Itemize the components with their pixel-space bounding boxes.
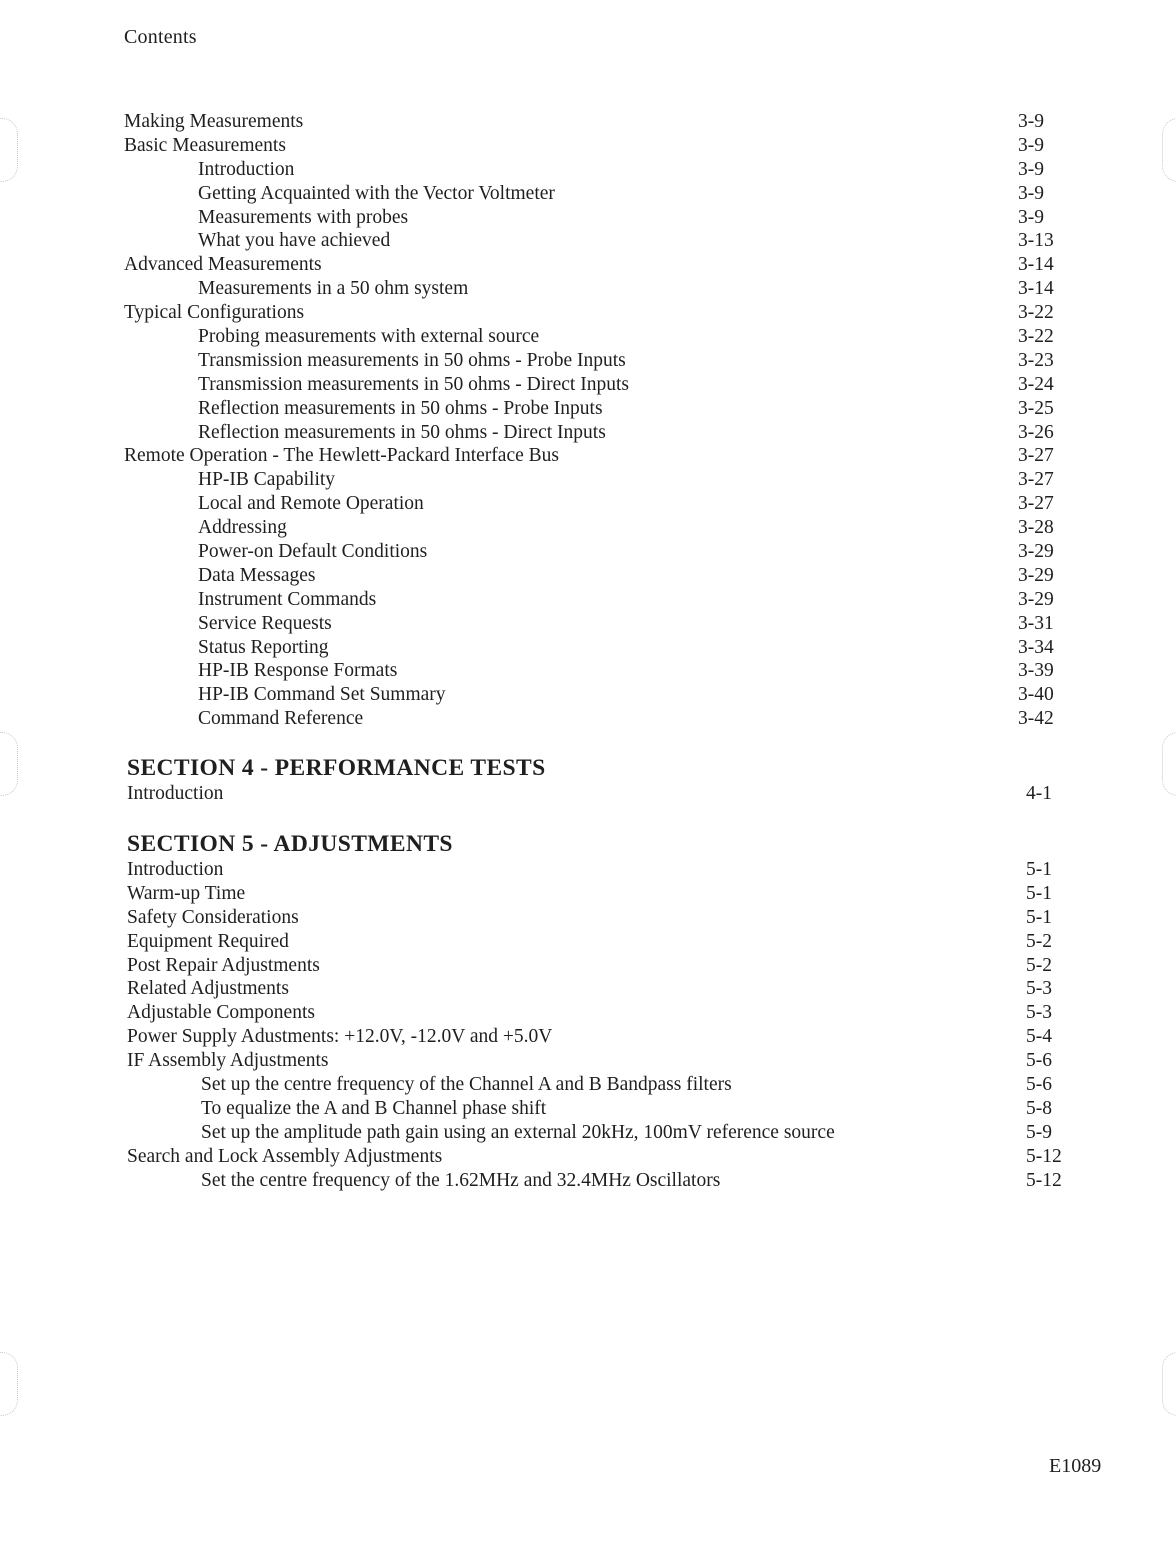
toc-entry-page-number: 5-1 [1026,859,1052,880]
toc-entry [124,683,1068,707]
binder-hole-left-2 [0,732,18,796]
toc-entry [124,421,1068,445]
toc-entry-page-number: 5-6 [1026,1074,1052,1096]
toc-entry-title: Making Measurements [124,111,304,132]
toc-entry [124,158,1068,182]
toc-entry-page-number: 3-9 [1018,206,1044,228]
toc-entry [124,1073,1068,1097]
toc-entry-page-number: 5-12 [1026,1145,1062,1167]
binder-hole-left-3 [0,1352,18,1416]
toc-entry [124,1001,1068,1025]
toc-entry-page-number: 3-9 [1018,158,1044,180]
page-header-title: Contents [124,26,197,48]
toc-entry [124,516,1068,540]
toc-entry-title: Transmission measurements in 50 ohms - Probe Inputs [198,349,626,371]
toc-entry-title: Remote Operation - The Hewlett-Packard Interface Bus [124,445,559,467]
toc-entry [124,1169,1068,1193]
toc-entry [124,954,1068,978]
section-5-heading: SECTION 5 - ADJUSTMENTS [127,831,453,857]
toc-entry-page-number: 3-27 [1018,445,1054,467]
toc-entry-title: HP-IB Command Set Summary [198,684,446,706]
toc-entry-title: Set up the centre frequency of the Channel A and B Bandpass filters [201,1074,732,1096]
toc-entry [124,540,1068,564]
toc-entry [124,277,1068,301]
toc-entry [124,397,1068,421]
toc-entry-page-number: 5-3 [1026,978,1052,1000]
toc-entry-title: Addressing [198,517,287,539]
toc-entry-title: What you have achieved [198,230,391,252]
toc-entry-page-number: 5-1 [1026,882,1052,904]
toc-entry [124,977,1068,1001]
toc-section-3-list [124,110,1068,731]
toc-entry [124,182,1068,206]
toc-entry-page-number: 5-4 [1026,1026,1052,1048]
toc-entry [124,564,1068,588]
toc-entry [124,325,1068,349]
toc-entry [124,882,1068,906]
toc-entry-title: Reflection measurements in 50 ohms - Probe Inputs [198,397,603,419]
toc-entry [124,253,1068,277]
section-4-heading: SECTION 4 - PERFORMANCE TESTS [127,755,546,781]
toc-entry [124,707,1068,731]
toc-entry-page-number: 3-31 [1018,612,1054,634]
toc-entry-title: Safety Considerations [127,906,299,928]
toc-entry [124,612,1068,636]
section-5-list [124,858,1068,1192]
toc-entry-title: HP-IB Capability [198,469,336,491]
toc-entry-page-number: 3-13 [1018,230,1054,252]
toc-entry-page-number: 3-40 [1018,684,1054,706]
toc-entry-page-number: 5-12 [1026,1169,1062,1191]
document-number: E1089 [1049,1455,1102,1477]
toc-entry-title: Search and Lock Assembly Adjustments [127,1145,443,1167]
toc-entry-page-number: 3-26 [1018,421,1054,443]
toc-entry-title: Introduction [198,158,295,180]
toc-entry-page-number: 3-22 [1018,302,1054,324]
toc-entry-page-number: 5-1 [1026,906,1052,928]
section-4-list [124,782,1068,806]
toc-entry-page-number: 3-9 [1018,134,1044,156]
toc-entry [124,906,1068,930]
toc-entry-title: Local and Remote Operation [198,493,424,515]
toc-entry-title: Adjustable Components [127,1002,315,1024]
toc-entry-title: Warm-up Time [127,882,246,904]
toc-entry-page-number: 5-2 [1026,930,1052,952]
toc-entry-title: Measurements with probes [198,206,409,228]
binder-hole-right-1 [1162,118,1176,182]
toc-entry-title: Set the centre frequency of the 1.62MHz and 32.4MHz Oscillators [201,1169,721,1191]
toc-entry-page-number: 5-9 [1026,1121,1052,1143]
toc-entry [124,206,1068,230]
binder-hole-right-2 [1162,732,1176,796]
toc-entry-title: Power-on Default Conditions [198,541,428,563]
toc-entry-title: Advanced Measurements [124,254,322,276]
toc-entry-page-number: 3-29 [1018,564,1054,586]
toc-entry-title: Post Repair Adjustments [127,954,320,976]
toc-entry [124,636,1068,660]
toc-entry-title: Getting Acquainted with the Vector Voltmeter [198,182,555,204]
toc-entry-page-number: 3-27 [1018,493,1054,515]
toc-entry-page-number: 3-22 [1018,326,1054,348]
toc-entry-title: Equipment Required [127,930,289,952]
toc-entry-page-number: 3-14 [1018,254,1054,276]
toc-entry-title: Reflection measurements in 50 ohms - Direct Inputs [198,421,606,443]
toc-entry-page-number: 5-8 [1026,1097,1052,1119]
binder-hole-left-1 [0,118,18,182]
section-5 [124,830,1068,1192]
toc-entry [124,1121,1068,1145]
toc-entry [124,588,1068,612]
toc-entry [124,492,1068,516]
toc-entry-page-number: 3-23 [1018,349,1054,371]
toc-entry [124,110,1068,134]
binder-hole-right-3 [1162,1352,1176,1416]
toc-entry-title: Typical Configurations [124,302,305,324]
toc-entry [124,301,1068,325]
toc-entry-title: Probing measurements with external source [198,326,540,348]
toc-entry [124,1097,1068,1121]
toc-entry-title: Related Adjustments [127,978,289,1000]
toc-entry-title: Measurements in a 50 ohm system [198,278,469,300]
toc-entry-page-number: 3-28 [1018,517,1054,539]
toc-entry-title: Transmission measurements in 50 ohms - Direct Inputs [198,373,629,395]
toc-entry-title: IF Assembly Adjustments [127,1050,329,1072]
toc-entry [124,468,1068,492]
toc-entry-page-number: 3-42 [1018,708,1054,730]
toc-entry-page-number: 3-14 [1018,278,1054,300]
toc-entry-title: Data Messages [198,564,316,586]
toc-entry [124,1049,1068,1073]
toc-entry-page-number: 3-9 [1018,111,1044,132]
toc-entry-title: Introduction [127,783,224,804]
toc-entry-page-number: 3-29 [1018,541,1054,563]
toc-entry [124,1025,1068,1049]
toc-entry-page-number: 3-29 [1018,588,1054,610]
toc-entry [124,134,1068,158]
toc-entry [124,858,1068,882]
toc-entry-title: Instrument Commands [198,588,377,610]
toc-entry-page-number: 3-27 [1018,469,1054,491]
toc-entry [124,659,1068,683]
toc-entry-title: Status Reporting [198,636,329,658]
toc-entry [124,1145,1068,1169]
toc-entry-title: Command Reference [198,708,364,730]
toc-entry-page-number: 4-1 [1026,783,1052,804]
toc-entry [124,444,1068,468]
toc-entry-page-number: 3-39 [1018,660,1054,682]
toc-entry [124,782,1068,806]
toc-entry-page-number: 5-6 [1026,1050,1052,1072]
toc-entry-page-number: 3-34 [1018,636,1054,658]
section-4 [124,754,1068,806]
toc-entry-title: Power Supply Adustments: +12.0V, -12.0V and +5.0V [127,1026,553,1048]
toc-entry-page-number: 5-2 [1026,954,1052,976]
toc-entry-title: Introduction [127,859,224,880]
toc-entry-title: Service Requests [198,612,332,634]
toc-entry [124,349,1068,373]
toc-entry-page-number: 5-3 [1026,1002,1052,1024]
toc-entry [124,229,1068,253]
toc-entry [124,373,1068,397]
toc-entry-title: Basic Measurements [124,134,286,156]
toc-entry-title: Set up the amplitude path gain using an external 20kHz, 100mV reference source [201,1121,835,1143]
toc-entry-page-number: 3-25 [1018,397,1054,419]
toc-entry-title: HP-IB Response Formats [198,660,398,682]
toc-entry-page-number: 3-9 [1018,182,1044,204]
toc-entry-page-number: 3-24 [1018,373,1054,395]
toc-entry [124,930,1068,954]
toc-entry-title: To equalize the A and B Channel phase shift [201,1097,547,1119]
